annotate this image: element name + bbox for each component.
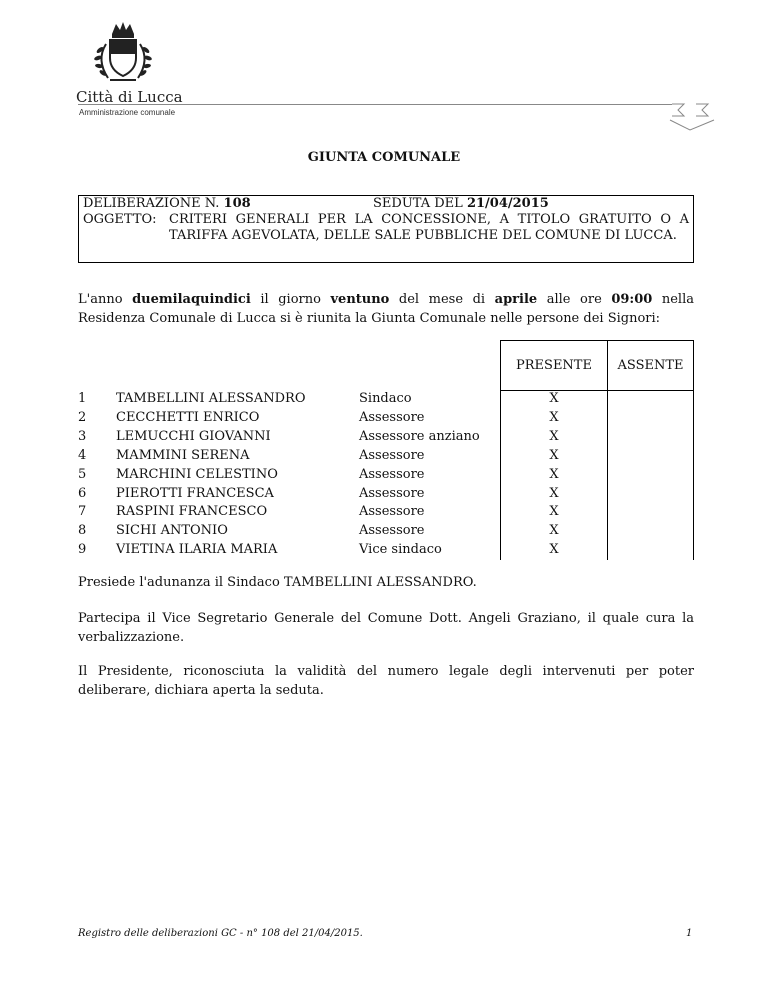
deliberation-box [78,195,694,263]
subject-label: OGGETTO: [83,212,157,227]
member-name: TAMBELLINI ALESSANDRO [116,391,306,406]
member-present-mark: X [549,485,559,501]
member-number: 2 [78,409,87,425]
member-role: Assessore [359,523,425,539]
member-row [78,389,694,408]
member-present-mark: X [549,542,559,558]
member-present-mark: X [549,504,559,520]
member-number: 8 [78,523,87,539]
absent-header: ASSENTE [617,358,684,373]
member-name: MARCHINI CELESTINO [116,466,278,482]
member-role: Assessore [359,447,425,463]
intro-text-1: L'anno [78,292,133,307]
intro-year: duemilaquindici [132,292,251,307]
member-role: Vice sindaco [359,542,442,558]
city-name: Città di Lucca [76,88,183,106]
intro-text-5: nella Residenza Comunale di Lucca si è riunita la Giunta Comunale nelle persone dei Signori: [78,292,695,326]
member-row [78,502,694,521]
member-row [78,446,694,465]
intro-text-4: alle ore [537,292,612,307]
member-role: Assessore [359,409,425,425]
partecipa-paragraph: Partecipa il Vice Segretario Generale del Comune Dott. Angeli Graziano, il quale cura la verbalizzazione. [78,611,694,645]
intro-time: 09:00 [611,292,653,307]
member-present-mark: X [549,428,559,444]
footer-register-text: Registro delle deliberazioni GC - n° 108 del 21/04/2015. [78,928,363,939]
member-present-mark: X [549,391,559,406]
member-number: 6 [78,485,87,501]
header-divider [78,104,672,105]
member-number: 4 [78,447,87,463]
intro-paragraph [78,290,694,328]
member-row [78,408,694,427]
member-name: SICHI ANTONIO [116,523,228,539]
member-number: 7 [78,504,87,520]
member-row [78,484,694,503]
member-number: 5 [78,466,87,482]
member-row [78,540,694,559]
member-name: LEMUCCHI GIOVANNI [116,428,271,444]
member-role: Assessore [359,504,425,520]
member-present-mark: X [549,523,559,539]
member-row [78,521,694,540]
intro-text-2: il giorno [250,292,331,307]
member-number: 9 [78,542,87,558]
document-title: GIUNTA COMUNALE [307,150,461,165]
member-role: Assessore anziano [359,428,480,444]
header-arrow-decoration [668,98,728,132]
presidente-paragraph: Il Presidente, riconosciuta la validità del numero legale degli intervenuti per poter deliberare, dichiara aperta la seduta. [78,664,694,698]
deliberation-label: DELIBERAZIONE N. [83,196,220,211]
member-role: Sindaco [359,391,412,406]
intro-day: ventuno [330,292,390,307]
member-number: 1 [78,391,87,406]
administration-label: Amministrazione comunale [79,108,176,117]
member-present-mark: X [549,409,559,425]
presiede-paragraph: Presiede l'adunanza il Sindaco TAMBELLINI ALESSANDRO. [78,575,477,590]
member-name: CECCHETTI ENRICO [116,409,260,425]
subject-text: CRITERI GENERALI PER LA CONCESSIONE, A TITOLO GRATUITO O A TARIFFA AGEVOLATA, DELLE SALE PUBBLICHE DEL COMUNE DI LUCCA. [169,212,689,243]
member-present-mark: X [549,466,559,482]
member-name: MAMMINI SERENA [116,447,250,463]
intro-month: aprile [494,292,538,307]
member-name: PIEROTTI FRANCESCA [116,485,274,501]
member-name: RASPINI FRANCESCO [116,504,268,520]
session-date: 21/04/2015 [466,196,549,211]
member-present-mark: X [549,447,559,463]
present-header: PRESENTE [516,358,592,373]
page-number: 1 [686,928,693,939]
member-role: Assessore [359,485,425,501]
member-row [78,465,694,484]
member-name: VIETINA ILARIA MARIA [116,542,278,558]
member-row [78,427,694,446]
member-number: 3 [78,428,87,444]
deliberation-number: 108 [223,196,251,211]
intro-text-3: del mese di [389,292,495,307]
member-role: Assessore [359,466,425,482]
session-label: SEDUTA DEL [373,196,463,211]
city-coat-of-arms-logo [88,20,158,88]
